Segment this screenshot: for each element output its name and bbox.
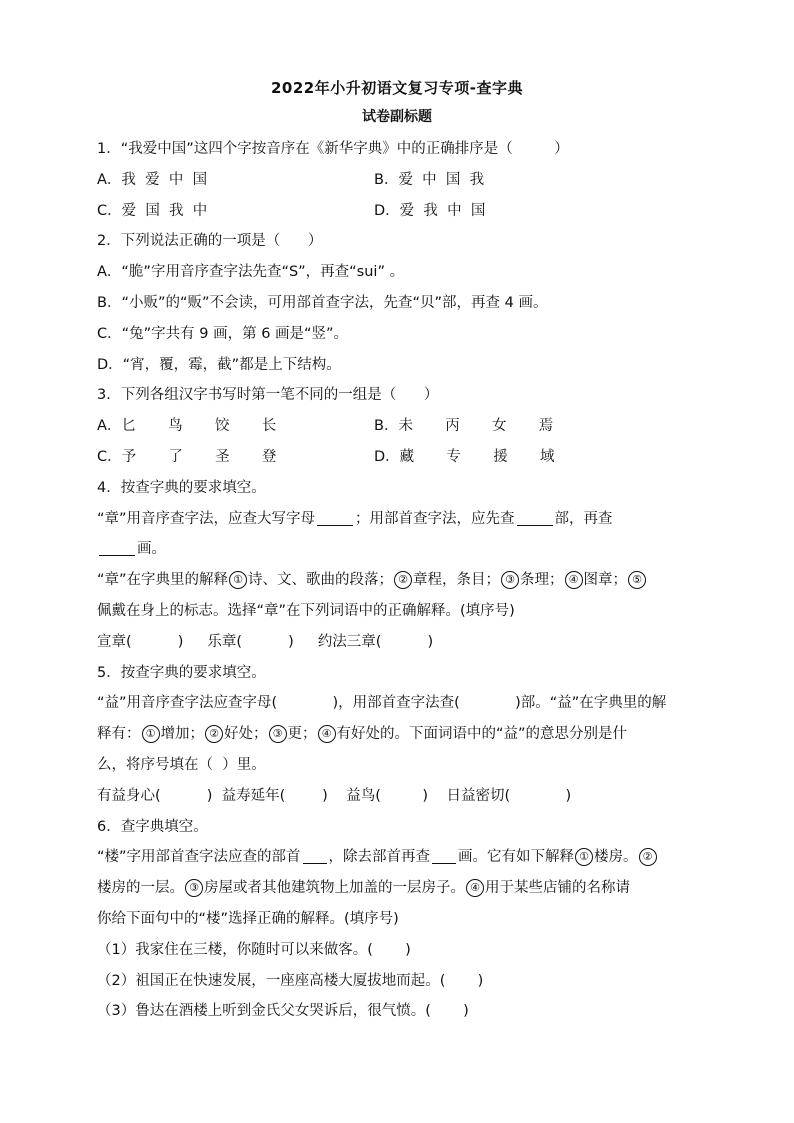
q5-line3: 么，将序号填在（ ）里。	[97, 756, 266, 773]
circled-number-5: ⑤	[628, 571, 646, 589]
q5-text: 释有：	[97, 726, 141, 743]
q4-text: 图章；	[583, 572, 628, 589]
q5-line2	[97, 719, 697, 750]
q4-word-2: 乐章( )	[207, 633, 294, 650]
q4-text: “章”在字典里的解释	[97, 572, 229, 589]
circled-number-2: ②	[394, 571, 412, 589]
circled-number-4: ④	[318, 725, 336, 743]
q5-text: 有好处的。下面词语中的“益”的意思分别是什	[336, 726, 628, 743]
q6-line2	[97, 873, 697, 904]
q4-text: 章程，条目；	[413, 572, 501, 589]
q5-text: 更；	[287, 726, 317, 743]
q1-options-row1	[97, 165, 697, 196]
q6-text: ，除去部首再查	[328, 849, 431, 866]
q4-stem: 4．按查字典的要求填空。	[97, 479, 266, 496]
q2-option-a: A．“脆”字用音序查字法先查“S”，再查“sui” 。	[97, 264, 405, 281]
q4-text: 条理；	[520, 572, 564, 589]
q3-option-c: C．予 了 圣 登	[97, 448, 277, 465]
q6-text: 用于某些店铺的名称请	[485, 880, 630, 897]
q6-text: 楼房。	[594, 849, 638, 866]
q1-option-c: C．爱 国 我 中	[97, 202, 208, 219]
q4-text: 部，再查	[554, 510, 613, 527]
q6-text: 画。它有如下解释	[458, 849, 575, 866]
q6-blank-radical[interactable]	[303, 845, 327, 864]
q2-option-c: C．“兔”字共有 9 画，第 6 画是“竖”。	[97, 325, 349, 342]
q5-stem: 5．按查字典的要求填空。	[97, 664, 266, 681]
circled-number-1: ①	[142, 725, 160, 743]
q5-words: 有益身心( ) 益寿延年( ) 益鸟( ) 日益密切( )	[97, 787, 572, 804]
q1-stem: 1．“我爱中国”这四个字按音序在《新华字典》中的正确排序是（ ）	[97, 141, 569, 157]
q4-blank-radical[interactable]	[517, 507, 553, 526]
q4-text: 画。	[137, 541, 166, 558]
question-list	[97, 134, 697, 1027]
q6-sentence-2: （2）祖国正在快速发展，一座座高楼大厦拔地而起。( )	[97, 972, 484, 989]
q3-stem: 3．下列各组汉字书写时第一笔不同的一组是（ ）	[97, 387, 439, 404]
circled-number-3: ③	[185, 879, 203, 897]
q6-text: 楼房的一层。	[97, 880, 184, 897]
circled-number-3: ③	[501, 571, 519, 589]
q6-blank-strokes[interactable]	[432, 845, 456, 864]
q3-options-row2	[97, 442, 697, 473]
q1-option-a: A．我 爱 中 国	[97, 171, 208, 188]
q4-line2	[97, 534, 697, 565]
q3-option-a: A．匕 鸟 饺 长	[97, 418, 277, 435]
q6-sentence-3: （3）鲁达在酒楼上听到金氏父女哭诉后，很气愤。( )	[97, 1003, 469, 1020]
q5-text: 增加；	[160, 726, 204, 743]
q4-text: ；用部首查字法，应先查	[355, 510, 515, 527]
q3-option-d: D．藏 专 援 域	[374, 448, 555, 465]
q2-stem: 2．下列说法正确的一项是（ ）	[97, 233, 323, 250]
q4-blank-letter[interactable]	[317, 507, 353, 526]
q4-text: “章”用音序查字法，应查大写字母	[97, 510, 316, 527]
q6-line1	[97, 842, 697, 873]
page-subtitle: 试卷副标题	[362, 109, 432, 125]
q4-text: 诗、文、歌曲的段落；	[248, 572, 394, 589]
q4-blank-strokes[interactable]	[99, 537, 135, 556]
circled-number-1: ①	[575, 848, 593, 866]
circled-number-3: ③	[269, 725, 287, 743]
q2-option-b: B．“小贩”的“贩”不会读，可用部首查字法，先查“贝”部，再查 4 画。	[97, 294, 548, 311]
q6-stem: 6．查字典填空。	[97, 818, 208, 835]
page-title: 2022年小升初语文复习专项-查字典	[271, 79, 523, 97]
q1-options-row2	[97, 196, 697, 227]
q4-line4: 佩戴在身上的标志。选择“章”在下列词语中的正确解释。(填序号)	[97, 602, 515, 619]
q5-text: 好处；	[224, 726, 268, 743]
q2-option-d: D．“宵，覆，霉，截”都是上下结构。	[97, 356, 341, 373]
q4-word-1: 宣章( )	[97, 633, 184, 650]
q4-line1	[97, 504, 697, 535]
q5-line1: “益”用音序查字法应查字母( )，用部首查字法查( )部。“益”在字典里的解	[97, 695, 667, 712]
q3-options-row1	[97, 411, 697, 442]
q4-word-3: 约法三章( )	[317, 633, 434, 650]
circled-number-4: ④	[565, 571, 583, 589]
q4-words	[97, 627, 697, 658]
circled-number-1: ①	[229, 571, 247, 589]
circled-number-2: ②	[205, 725, 223, 743]
q3-option-b: B．未 丙 女 焉	[374, 418, 554, 435]
circled-number-2: ②	[639, 848, 657, 866]
q6-text: “楼”字用部首查字法应查的部首	[97, 849, 301, 866]
q4-line3	[97, 565, 697, 596]
q1-option-d: D．爱 我 中 国	[374, 202, 486, 219]
q6-text: 房屋或者其他建筑物上加盖的一层房子。	[204, 880, 465, 897]
circled-number-4: ④	[466, 879, 484, 897]
q6-line3: 你给下面句中的“楼”选择正确的解释。(填序号)	[97, 910, 399, 927]
q6-sentence-1: （1）我家住在三楼，你随时可以来做客。( )	[97, 941, 411, 958]
q1-option-b: B．爱 中 国 我	[374, 171, 485, 188]
